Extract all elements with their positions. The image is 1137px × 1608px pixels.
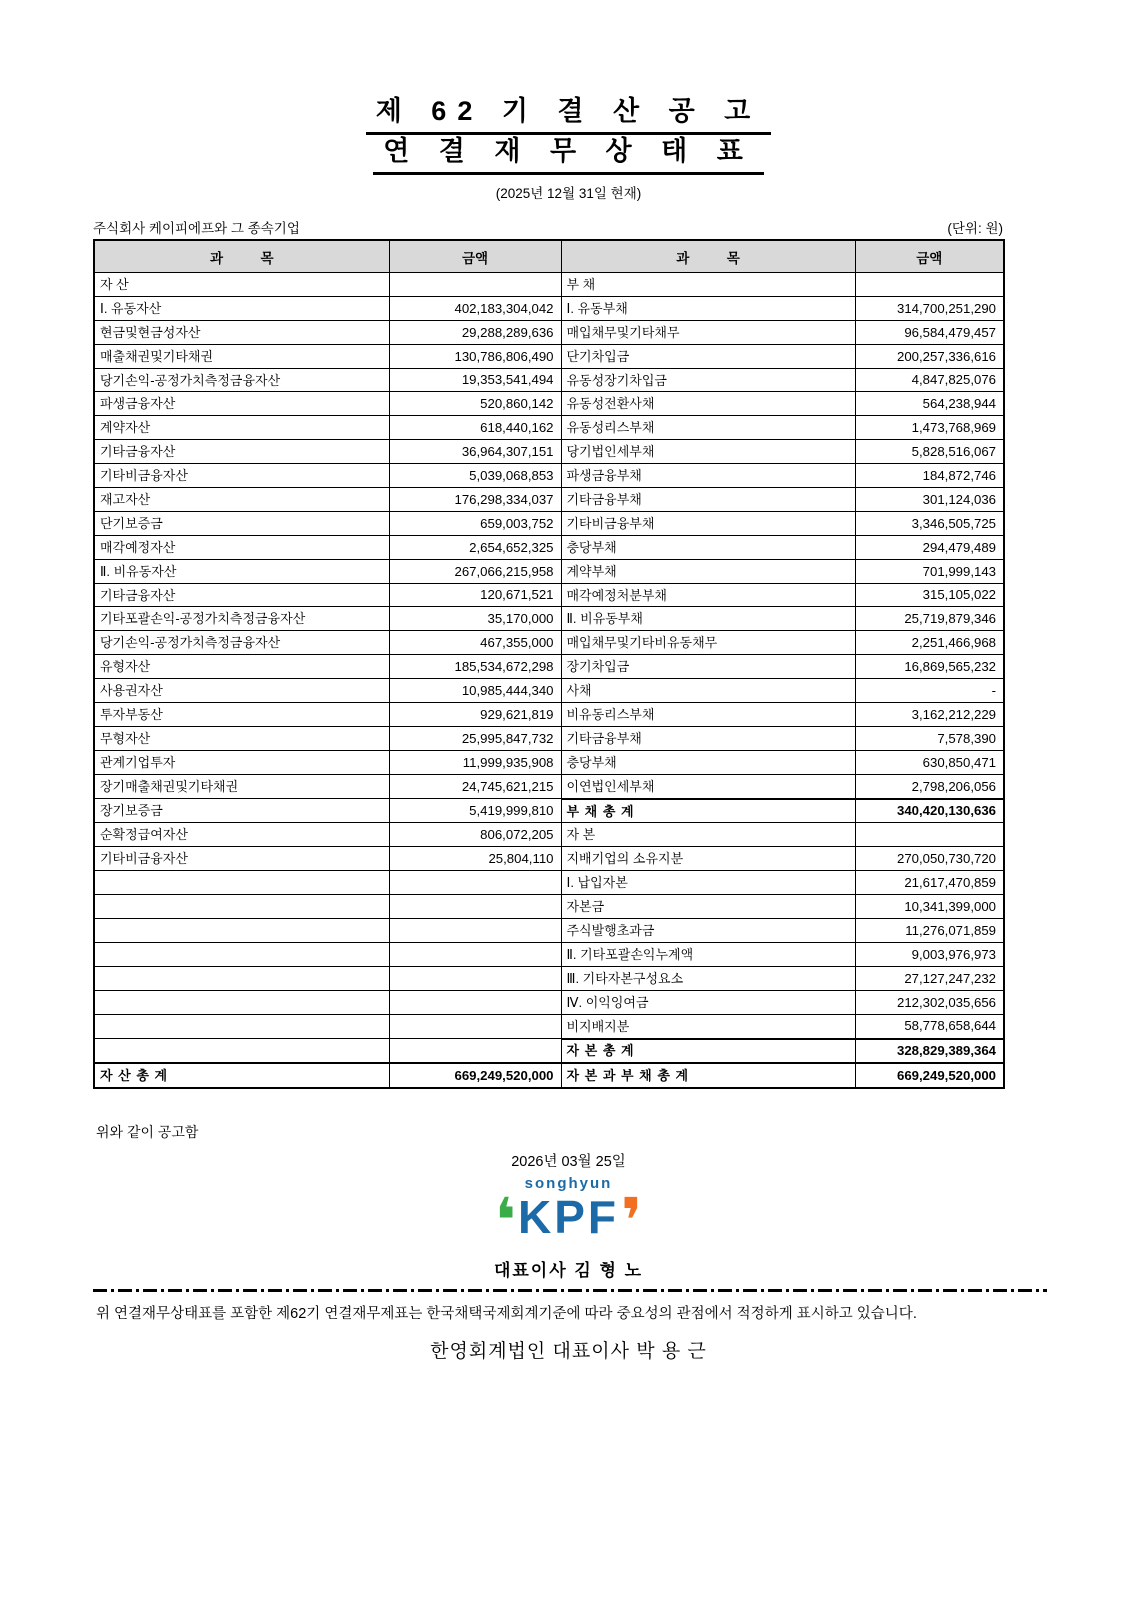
asset-amount-cell: 402,183,304,042 [389, 296, 561, 320]
liability-equity-account-cell: 이연법인세부채 [561, 774, 855, 798]
liability-equity-amount-cell: 340,420,130,636 [855, 799, 1004, 823]
liability-equity-amount-cell: 200,257,336,616 [855, 344, 1004, 368]
column-header-amount-right: 금액 [855, 240, 1004, 273]
asset-amount-cell: 24,745,621,215 [389, 774, 561, 798]
table-header-row [94, 240, 1004, 273]
table-row [94, 1063, 1004, 1088]
liability-equity-account-cell: 유동성리스부채 [561, 416, 855, 440]
liability-equity-amount-cell: 25,719,879,346 [855, 607, 1004, 631]
asset-account-cell: 사용권자산 [94, 679, 389, 703]
liability-equity-amount-cell: 328,829,389,364 [855, 1039, 1004, 1064]
asset-account-cell: 관계기업투자 [94, 750, 389, 774]
liability-equity-amount-cell: 270,050,730,720 [855, 847, 1004, 871]
asset-amount-cell: 5,419,999,810 [389, 799, 561, 823]
liability-equity-amount-cell: 314,700,251,290 [855, 296, 1004, 320]
asset-account-cell: 당기손익-공정가치측정금융자산 [94, 631, 389, 655]
liability-equity-amount-cell: 10,341,399,000 [855, 895, 1004, 919]
auditor-note: 위 연결재무상태표를 포함한 제62기 연결재무제표는 한국채택국제회계기준에 따라 중요성의 관점에서 적정하게 표시하고 있습니다. [96, 1306, 917, 1322]
liability-equity-amount-cell: 315,105,022 [855, 583, 1004, 607]
asset-amount-cell: 10,985,444,340 [389, 679, 561, 703]
table-row [94, 488, 1004, 512]
liability-equity-account-cell: Ⅱ. 비유동부채 [561, 607, 855, 631]
asset-account-cell: 현금및현금성자산 [94, 320, 389, 344]
table-row [94, 583, 1004, 607]
liability-equity-amount-cell [855, 823, 1004, 847]
asset-account-cell: 계약자산 [94, 416, 389, 440]
asset-amount-cell [389, 273, 561, 297]
asset-account-cell [94, 942, 389, 966]
unit-label: (단위: 원) [947, 221, 1003, 236]
asset-account-cell: 재고자산 [94, 488, 389, 512]
liability-equity-account-cell: Ⅰ. 유동부채 [561, 296, 855, 320]
asset-amount-cell: 5,039,068,853 [389, 464, 561, 488]
table-row [94, 655, 1004, 679]
asset-account-cell [94, 919, 389, 943]
table-row [94, 942, 1004, 966]
table-row [94, 895, 1004, 919]
logo-subtext: songhyun [524, 1175, 613, 1192]
liability-equity-amount-cell: 301,124,036 [855, 488, 1004, 512]
asset-amount-cell [389, 1039, 561, 1064]
asset-amount-cell: 176,298,334,037 [389, 488, 561, 512]
asset-amount-cell [389, 919, 561, 943]
table-row [94, 273, 1004, 297]
table-row [94, 511, 1004, 535]
balance-sheet-table [93, 239, 1005, 1089]
liability-equity-amount-cell: 630,850,471 [855, 750, 1004, 774]
table-row [94, 344, 1004, 368]
table-row [94, 440, 1004, 464]
column-header-account-right: 과 목 [561, 240, 855, 273]
liability-equity-amount-cell: 2,251,466,968 [855, 631, 1004, 655]
liability-equity-amount-cell: 669,249,520,000 [855, 1063, 1004, 1088]
asset-account-cell: 무형자산 [94, 726, 389, 750]
asset-amount-cell: 806,072,205 [389, 823, 561, 847]
logo-left-quote-icon: ❛ [494, 1184, 516, 1257]
liability-equity-amount-cell: 212,302,035,656 [855, 990, 1004, 1014]
table-row [94, 726, 1004, 750]
table-row [94, 871, 1004, 895]
asset-amount-cell: 669,249,520,000 [389, 1063, 561, 1088]
liability-equity-amount-cell: 5,828,516,067 [855, 440, 1004, 464]
announcement-title: 제 62 기 결 산 공 고 [366, 96, 772, 135]
liability-equity-account-cell: Ⅱ. 기타포괄손익누계액 [561, 942, 855, 966]
asset-account-cell: 기타금융자산 [94, 583, 389, 607]
as-of-date: (2025년 12월 31일 현재) [495, 186, 642, 202]
liability-equity-account-cell: 기타금융부채 [561, 726, 855, 750]
table-row [94, 368, 1004, 392]
liability-equity-account-cell: 단기차입금 [561, 344, 855, 368]
liability-equity-amount-cell: 3,162,212,229 [855, 703, 1004, 727]
liability-equity-account-cell: 매입채무및기타비유동채무 [561, 631, 855, 655]
company-logo [0, 1175, 1137, 1257]
asset-amount-cell: 25,995,847,732 [389, 726, 561, 750]
table-row [94, 296, 1004, 320]
liability-equity-account-cell: 장기차입금 [561, 655, 855, 679]
table-row [94, 631, 1004, 655]
liability-equity-amount-cell: 294,479,489 [855, 535, 1004, 559]
dash-dot-divider [93, 1289, 1047, 1292]
column-header-account-left: 과 목 [94, 240, 389, 273]
asset-account-cell: 투자부동산 [94, 703, 389, 727]
asset-account-cell: 기타금융자산 [94, 440, 389, 464]
asset-account-cell: 자 산 [94, 273, 389, 297]
liability-equity-account-cell: 자 본 [561, 823, 855, 847]
table-row [94, 320, 1004, 344]
asset-amount-cell: 2,654,652,325 [389, 535, 561, 559]
asset-amount-cell: 520,860,142 [389, 392, 561, 416]
liability-equity-amount-cell: 564,238,944 [855, 392, 1004, 416]
liability-equity-amount-cell: 2,798,206,056 [855, 774, 1004, 798]
liability-equity-amount-cell: 701,999,143 [855, 559, 1004, 583]
table-row [94, 1039, 1004, 1064]
liability-equity-amount-cell: 11,276,071,859 [855, 919, 1004, 943]
asset-amount-cell [389, 942, 561, 966]
asset-account-cell: Ⅰ. 유동자산 [94, 296, 389, 320]
liability-equity-account-cell: 기타비금융부채 [561, 511, 855, 535]
asset-account-cell: 기타비금융자산 [94, 847, 389, 871]
table-row [94, 607, 1004, 631]
column-header-amount-left: 금액 [389, 240, 561, 273]
asset-account-cell [94, 1039, 389, 1064]
table-row [94, 559, 1004, 583]
table-row [94, 990, 1004, 1014]
company-name: 주식회사 케이피에프와 그 종속기업 [93, 221, 300, 236]
liability-equity-amount-cell: 58,778,658,644 [855, 1014, 1004, 1038]
asset-amount-cell: 929,621,819 [389, 703, 561, 727]
logo-text-block [518, 1176, 619, 1241]
asset-account-cell: Ⅱ. 비유동자산 [94, 559, 389, 583]
asset-account-cell: 순확정급여자산 [94, 823, 389, 847]
table-row [94, 823, 1004, 847]
asset-amount-cell: 36,964,307,151 [389, 440, 561, 464]
asset-amount-cell: 25,804,110 [389, 847, 561, 871]
liability-equity-amount-cell: 184,872,746 [855, 464, 1004, 488]
liability-equity-account-cell: 부 채 [561, 273, 855, 297]
asset-amount-cell: 11,999,935,908 [389, 750, 561, 774]
asset-account-cell [94, 990, 389, 1014]
asset-account-cell [94, 871, 389, 895]
liability-equity-amount-cell: 96,584,479,457 [855, 320, 1004, 344]
table-row [94, 535, 1004, 559]
logo-right-quote-icon: ❜ [621, 1184, 643, 1257]
ceo-signature: 대표이사 김 형 노 [493, 1261, 644, 1280]
liability-equity-amount-cell: 7,578,390 [855, 726, 1004, 750]
asset-amount-cell [389, 871, 561, 895]
asset-account-cell: 장기매출채권및기타채권 [94, 774, 389, 798]
table-row [94, 799, 1004, 823]
table-row [94, 847, 1004, 871]
liability-equity-account-cell: 매각예정처분부채 [561, 583, 855, 607]
liability-equity-account-cell: 유동성장기차입금 [561, 368, 855, 392]
liability-equity-account-cell: 자본금 [561, 895, 855, 919]
liability-equity-account-cell: 부 채 총 계 [561, 799, 855, 823]
liability-equity-amount-cell: - [855, 679, 1004, 703]
liability-equity-account-cell: 자 본 과 부 채 총 계 [561, 1063, 855, 1088]
asset-amount-cell: 35,170,000 [389, 607, 561, 631]
liability-equity-account-cell: 매입채무및기타채무 [561, 320, 855, 344]
liability-equity-amount-cell: 1,473,768,969 [855, 416, 1004, 440]
title-block [0, 96, 1137, 202]
liability-equity-account-cell: 당기법인세부채 [561, 440, 855, 464]
liability-equity-account-cell: 주식발행초과금 [561, 919, 855, 943]
table-row [94, 679, 1004, 703]
asset-amount-cell: 29,288,289,636 [389, 320, 561, 344]
liability-equity-account-cell: 사채 [561, 679, 855, 703]
asset-account-cell: 파생금융자산 [94, 392, 389, 416]
liability-equity-account-cell: 충당부채 [561, 535, 855, 559]
statement-title: 연 결 재 무 상 태 표 [373, 136, 764, 175]
asset-amount-cell: 185,534,672,298 [389, 655, 561, 679]
asset-account-cell: 기타비금융자산 [94, 464, 389, 488]
table-row [94, 703, 1004, 727]
table-row [94, 750, 1004, 774]
liability-equity-account-cell: 비지배지분 [561, 1014, 855, 1038]
liability-equity-account-cell: 자 본 총 계 [561, 1039, 855, 1064]
liability-equity-amount-cell: 3,346,505,725 [855, 511, 1004, 535]
asset-account-cell: 자 산 총 계 [94, 1063, 389, 1088]
liability-equity-account-cell: 유동성전환사채 [561, 392, 855, 416]
asset-amount-cell: 120,671,521 [389, 583, 561, 607]
asset-amount-cell: 130,786,806,490 [389, 344, 561, 368]
asset-amount-cell: 267,066,215,958 [389, 559, 561, 583]
liability-equity-amount-cell [855, 273, 1004, 297]
company-row [93, 217, 1003, 237]
liability-equity-account-cell: Ⅰ. 납입자본 [561, 871, 855, 895]
liability-equity-amount-cell: 27,127,247,232 [855, 966, 1004, 990]
liability-equity-account-cell: 비유동리스부채 [561, 703, 855, 727]
asset-amount-cell [389, 990, 561, 1014]
asset-account-cell: 매각예정자산 [94, 535, 389, 559]
asset-amount-cell [389, 1014, 561, 1038]
asset-account-cell: 장기보증금 [94, 799, 389, 823]
liability-equity-amount-cell: 16,869,565,232 [855, 655, 1004, 679]
announcement-date: 2026년 03월 25일 [511, 1154, 626, 1170]
liability-equity-account-cell: 지배기업의 소유지분 [561, 847, 855, 871]
table-row [94, 416, 1004, 440]
asset-amount-cell: 618,440,162 [389, 416, 561, 440]
liability-equity-account-cell: 충당부채 [561, 750, 855, 774]
asset-account-cell: 매출채권및기타채권 [94, 344, 389, 368]
liability-equity-account-cell: 계약부채 [561, 559, 855, 583]
liability-equity-amount-cell: 21,617,470,859 [855, 871, 1004, 895]
auditor-signature: 한영회계법인 대표이사 박 용 근 [430, 1341, 707, 1362]
liability-equity-amount-cell: 4,847,825,076 [855, 368, 1004, 392]
table-row [94, 774, 1004, 798]
asset-account-cell [94, 895, 389, 919]
asset-amount-cell [389, 966, 561, 990]
asset-account-cell: 기타포괄손익-공정가치측정금융자산 [94, 607, 389, 631]
table-row [94, 1014, 1004, 1038]
table-row [94, 966, 1004, 990]
liability-equity-account-cell: Ⅲ. 기타자본구성요소 [561, 966, 855, 990]
table-row [94, 464, 1004, 488]
logo-main-text: KPF [518, 1190, 619, 1243]
asset-amount-cell: 659,003,752 [389, 511, 561, 535]
asset-account-cell: 당기손익-공정가치측정금융자산 [94, 368, 389, 392]
table-row [94, 392, 1004, 416]
asset-account-cell: 유형자산 [94, 655, 389, 679]
table-row [94, 919, 1004, 943]
asset-amount-cell: 467,355,000 [389, 631, 561, 655]
asset-account-cell [94, 966, 389, 990]
asset-account-cell [94, 1014, 389, 1038]
liability-equity-amount-cell: 9,003,976,973 [855, 942, 1004, 966]
liability-equity-account-cell: Ⅳ. 이익잉여금 [561, 990, 855, 1014]
asset-amount-cell: 19,353,541,494 [389, 368, 561, 392]
asset-account-cell: 단기보증금 [94, 511, 389, 535]
liability-equity-account-cell: 기타금융부채 [561, 488, 855, 512]
liability-equity-account-cell: 파생금융부채 [561, 464, 855, 488]
declaration-text: 위와 같이 공고함 [96, 1124, 199, 1140]
asset-amount-cell [389, 895, 561, 919]
